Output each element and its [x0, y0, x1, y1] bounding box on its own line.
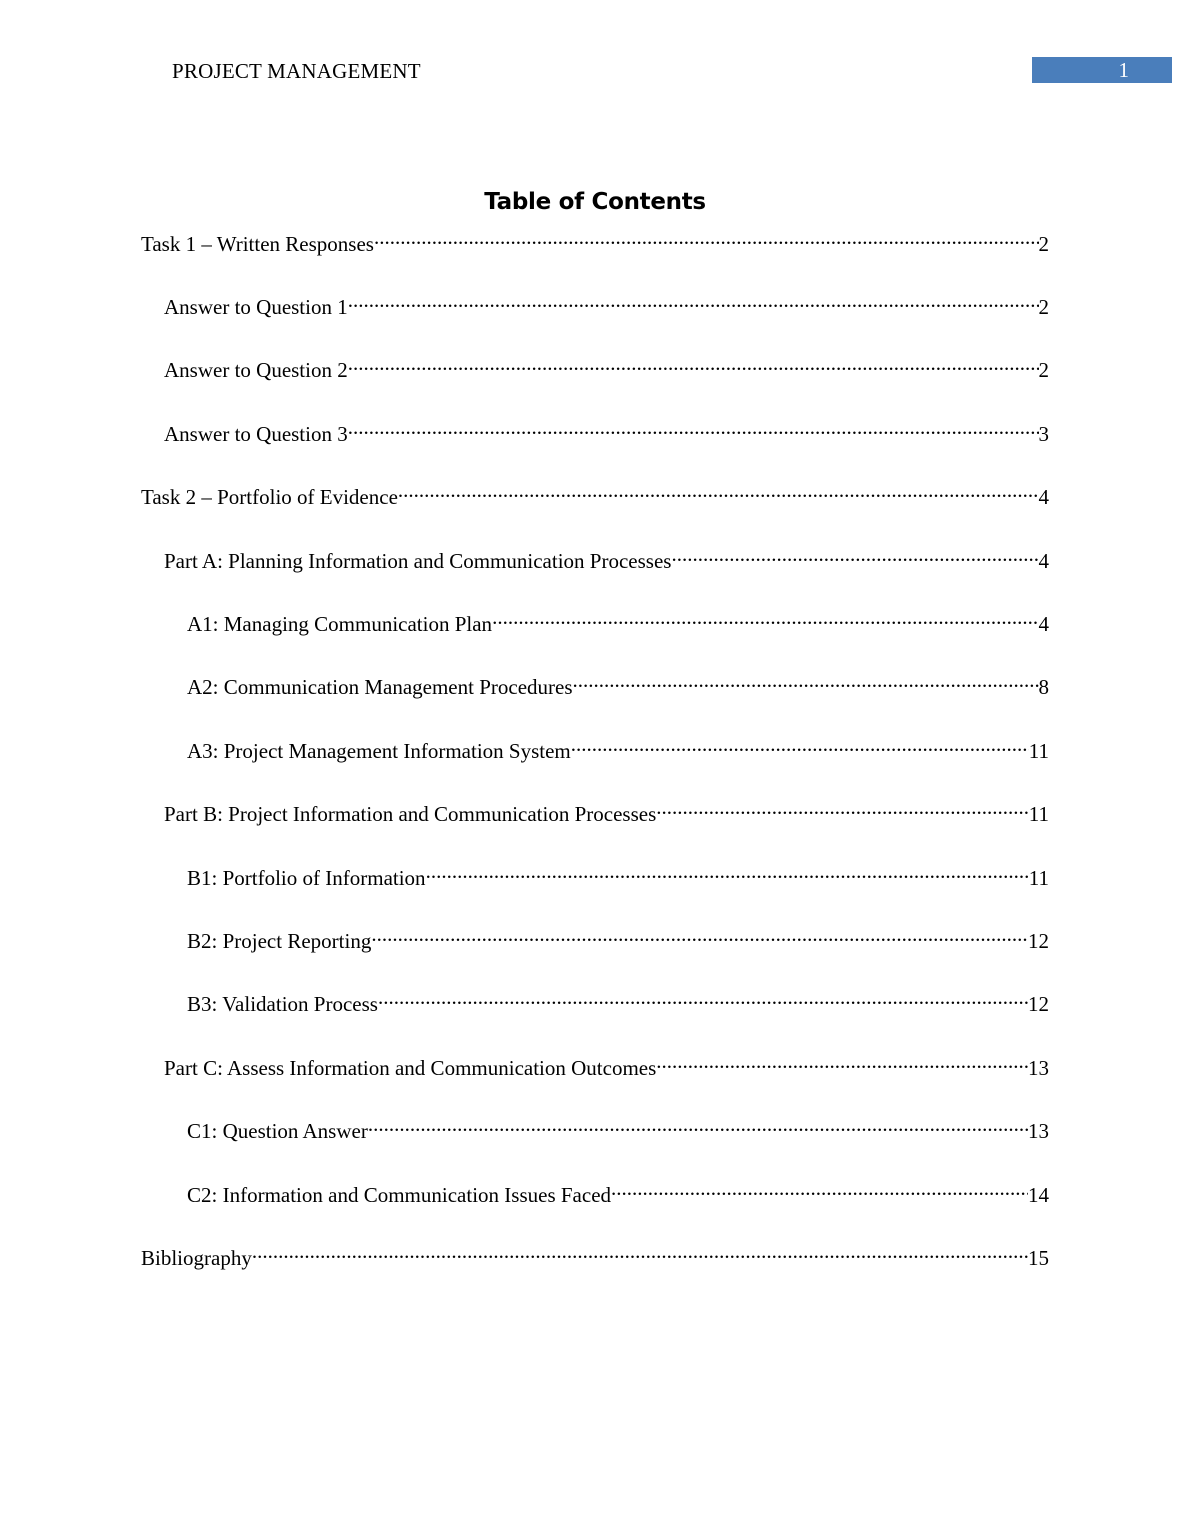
- page-number-box: [1032, 57, 1172, 83]
- dot-leader: [368, 1110, 1028, 1138]
- toc-entry-page: 2: [1038, 232, 1049, 256]
- toc-entry-bibliography[interactable]: [141, 1237, 1049, 1272]
- dot-leader: [671, 540, 1038, 568]
- toc-entry-c1[interactable]: [187, 1110, 1049, 1145]
- toc-entry-page: 14: [1028, 1183, 1049, 1207]
- toc-entry-part-c[interactable]: [164, 1047, 1049, 1082]
- toc-entry-label: B3: Validation Process: [187, 992, 378, 1016]
- toc-entry-page: 11: [1028, 739, 1049, 763]
- toc-entry-label: Task 2 – Portfolio of Evidence: [141, 485, 398, 509]
- toc-entry-page: 12: [1028, 992, 1049, 1016]
- toc-entry-task-1[interactable]: [141, 223, 1049, 258]
- toc-entry-label: C2: Information and Communication Issues Faced: [187, 1183, 612, 1207]
- toc-entry-label: A2: Communication Management Procedures: [187, 675, 573, 699]
- toc-entry-answer-2[interactable]: [164, 349, 1049, 384]
- toc-entry-label: Part C: Assess Information and Communication Outcomes: [164, 1056, 657, 1080]
- page-number: 1: [1118, 58, 1129, 82]
- toc-entry-label: B1: Portfolio of Information: [187, 866, 426, 890]
- toc-entry-page: 8: [1038, 675, 1049, 699]
- dot-leader: [252, 1237, 1028, 1265]
- toc-entry-page: 4: [1038, 612, 1049, 636]
- dot-leader: [573, 666, 1039, 694]
- dot-leader: [348, 349, 1039, 377]
- toc-entry-page: 2: [1038, 358, 1049, 382]
- toc-entry-label: Part A: Planning Information and Communication Processes: [164, 549, 672, 573]
- toc-entry-page: 15: [1028, 1246, 1049, 1270]
- dot-leader: [656, 793, 1029, 821]
- toc-entry-b2[interactable]: [187, 920, 1049, 955]
- toc-entry-label: Part B: Project Information and Communication Processes: [164, 802, 657, 826]
- toc-entry-b3[interactable]: [187, 983, 1049, 1018]
- dot-leader: [348, 413, 1039, 441]
- toc-entry-label: Answer to Question 3: [164, 422, 348, 446]
- toc-entry-task-2[interactable]: [141, 476, 1049, 511]
- toc-entry-c2[interactable]: [187, 1174, 1049, 1209]
- toc-entry-label: C1: Question Answer: [187, 1119, 368, 1143]
- toc-entry-b1[interactable]: [187, 857, 1049, 892]
- toc-entry-page: 4: [1038, 485, 1049, 509]
- dot-leader: [398, 476, 1039, 504]
- dot-leader: [348, 286, 1039, 314]
- toc-entry-label: Answer to Question 1: [164, 295, 348, 319]
- toc-entry-part-b[interactable]: [164, 793, 1049, 828]
- dot-leader: [426, 857, 1029, 885]
- toc-entry-page: 3: [1038, 422, 1049, 446]
- toc-entry-label: Answer to Question 2: [164, 358, 348, 382]
- toc-entry-label: Bibliography: [141, 1246, 252, 1270]
- toc-entry-a2[interactable]: [187, 666, 1049, 701]
- toc-entry-page: 2: [1038, 295, 1049, 319]
- toc-entry-label: Task 1 – Written Responses: [141, 232, 374, 256]
- toc-entry-page: 11: [1028, 802, 1049, 826]
- toc-entry-a3[interactable]: [187, 730, 1049, 765]
- toc-entry-label: A1: Managing Communication Plan: [187, 612, 493, 636]
- toc-entry-page: 12: [1028, 929, 1049, 953]
- dot-leader: [378, 983, 1028, 1011]
- toc-entry-answer-3[interactable]: [164, 413, 1049, 448]
- dot-leader: [611, 1174, 1028, 1202]
- dot-leader: [571, 730, 1029, 758]
- toc-entry-page: 13: [1028, 1056, 1049, 1080]
- toc-heading: Table of Contents: [484, 189, 706, 215]
- toc-entry-part-a[interactable]: [164, 540, 1049, 575]
- dot-leader: [492, 603, 1038, 631]
- toc-entry-label: B2: Project Reporting: [187, 929, 372, 953]
- dot-leader: [374, 223, 1039, 251]
- toc-entry-label: A3: Project Management Information System: [187, 739, 571, 763]
- toc-entry-page: 13: [1028, 1119, 1049, 1143]
- toc-entry-answer-1[interactable]: [164, 286, 1049, 321]
- toc-entry-a1[interactable]: [187, 603, 1049, 638]
- toc-entry-page: 11: [1028, 866, 1049, 890]
- dot-leader: [656, 1047, 1028, 1075]
- toc-entry-page: 4: [1038, 549, 1049, 573]
- running-head: PROJECT MANAGEMENT: [172, 59, 421, 83]
- dot-leader: [371, 920, 1028, 948]
